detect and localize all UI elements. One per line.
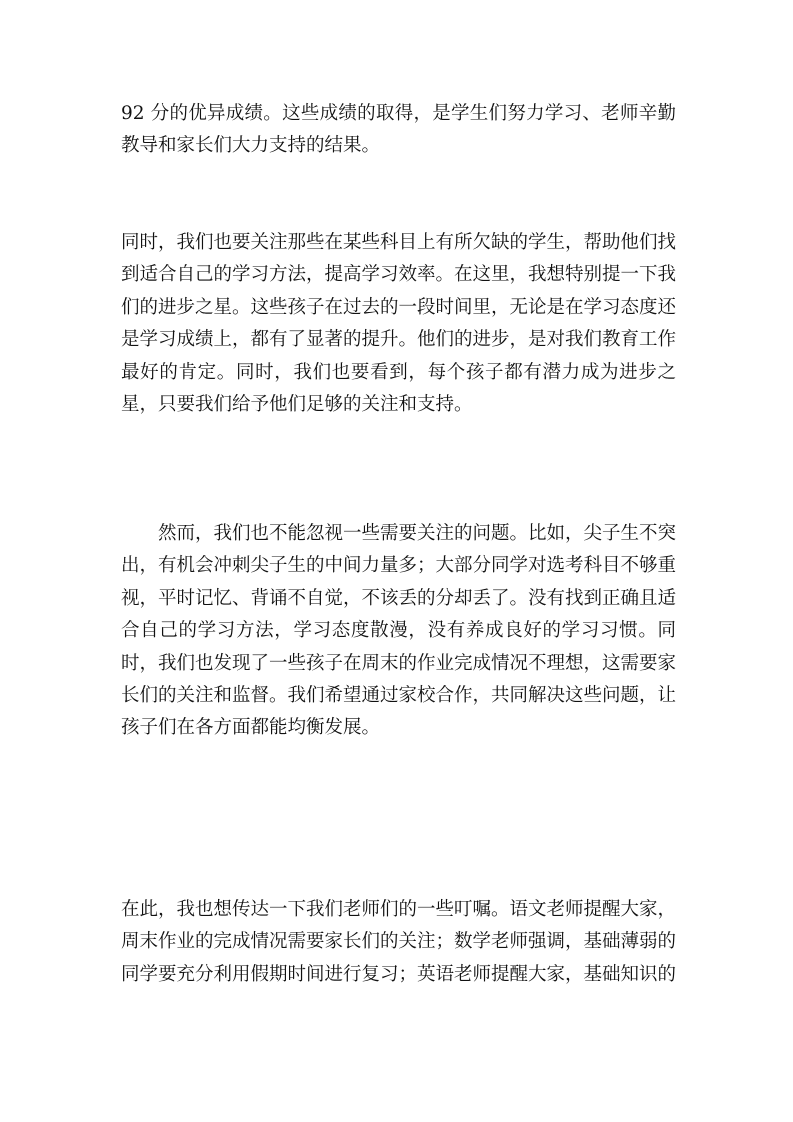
- paragraph-progress-stars: 同时，我们也要关注那些在某些科目上有所欠缺的学生，帮助他们找到适合自己的学习方法，提高学习效率。在这里，我想特别提一下我们的进步之星。这些孩子在过去的一段时间里，无论是在学习态度还是学习成绩上，都有了显著的提升。他们的进步，是对我们教育工作最好的肯定。同时，我们也要看到，每个孩子都有潜力成为进步之星，只要我们给予他们足够的关注和支持。: [121, 232, 677, 416]
- paragraph-achievements: 92 分的优异成绩。这些成绩的取得，是学生们努力学习、老师辛勤教导和家长们大力支持的结果。: [121, 103, 676, 157]
- paragraph-teacher-reminders: 在此，我也想传达一下我们老师们的一些叮嘱。语文老师提醒大家，周末作业的完成情况需要家长们的关注；数学老师强调，基础薄弱的同学要充分利用假期时间进行复习；英语老师提醒大家，基础知识的: [121, 899, 677, 985]
- paragraph-issues: 然而，我们也不能忽视一些需要关注的问题。比如，尖子生不突出，有机会冲刺尖子生的中间力量多；大部分同学对选考科目不够重视，平时记忆、背诵不自觉，不该丢的分却丢了。没有找到正确且适合自己的学习方法，学习态度散漫，没有养成良好的学习习惯。同时，我们也发现了一些孩子在周末的作业完成情况不理想，这需要家长们的关注和监督。我们希望通过家校合作，共同解决这些问题，让孩子们在各方面都能均衡发展。: [121, 523, 677, 739]
